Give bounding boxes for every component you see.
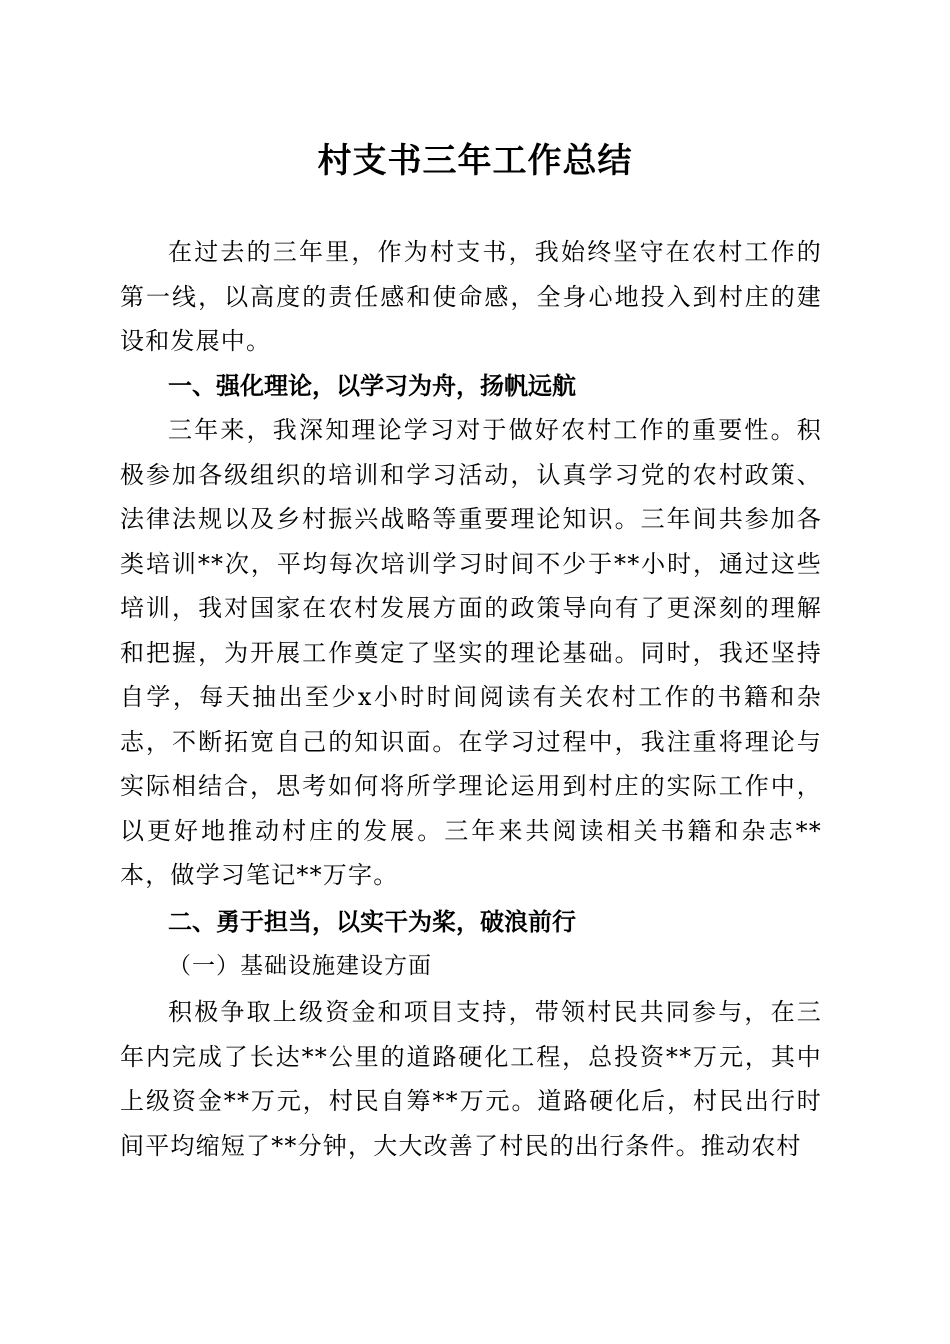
section-heading-2: 二、勇于担当，以实干为桨，破浪前行	[168, 908, 576, 936]
section-2-paragraph: 积极争取上级资金和项目支持，带领村民共同参与，在三年内完成了长达**公里的道路硬化工程，总投资**万元，其中上级资金**万元，村民自筹**万元。道路硬化后，村民出行时间平均缩短了**分钟，大大改善了村民的出行条件。推动农村	[120, 998, 822, 1160]
section-heading-1: 一、强化理论，以学习为舟，扬帆远航	[168, 372, 576, 400]
intro-paragraph: 在过去的三年里，作为村支书，我始终坚守在农村工作的第一线，以高度的责任感和使命感，全身心地投入到村庄的建设和发展中。	[120, 238, 822, 355]
subsection-heading: （一）基础设施建设方面	[168, 953, 432, 979]
document-title: 村支书三年工作总结	[317, 141, 633, 181]
section-1-paragraph: 三年来，我深知理论学习对于做好农村工作的重要性。积极参加各级组织的培训和学习活动，认真学习党的农村政策、法律法规以及乡村振兴战略等重要理论知识。三年间共参加各类培训**次，平均每次培训学习时间不少于**小时，通过这些培训，我对国家在农村发展方面的政策导向有了更深刻的理解和把握，为开展工作奠定了坚实的理论基础。同时，我还坚持自学，每天抽出至少x小时时间阅读有关农村工作的书籍和杂志，不断拓宽自己的知识面。在学习过程中，我注重将理论与实际相结合，思考如何将所学理论运用到村庄的实际工作中，以更好地推动村庄的发展。三年来共阅读相关书籍和杂志**本，做学习笔记**万字。	[120, 416, 822, 889]
